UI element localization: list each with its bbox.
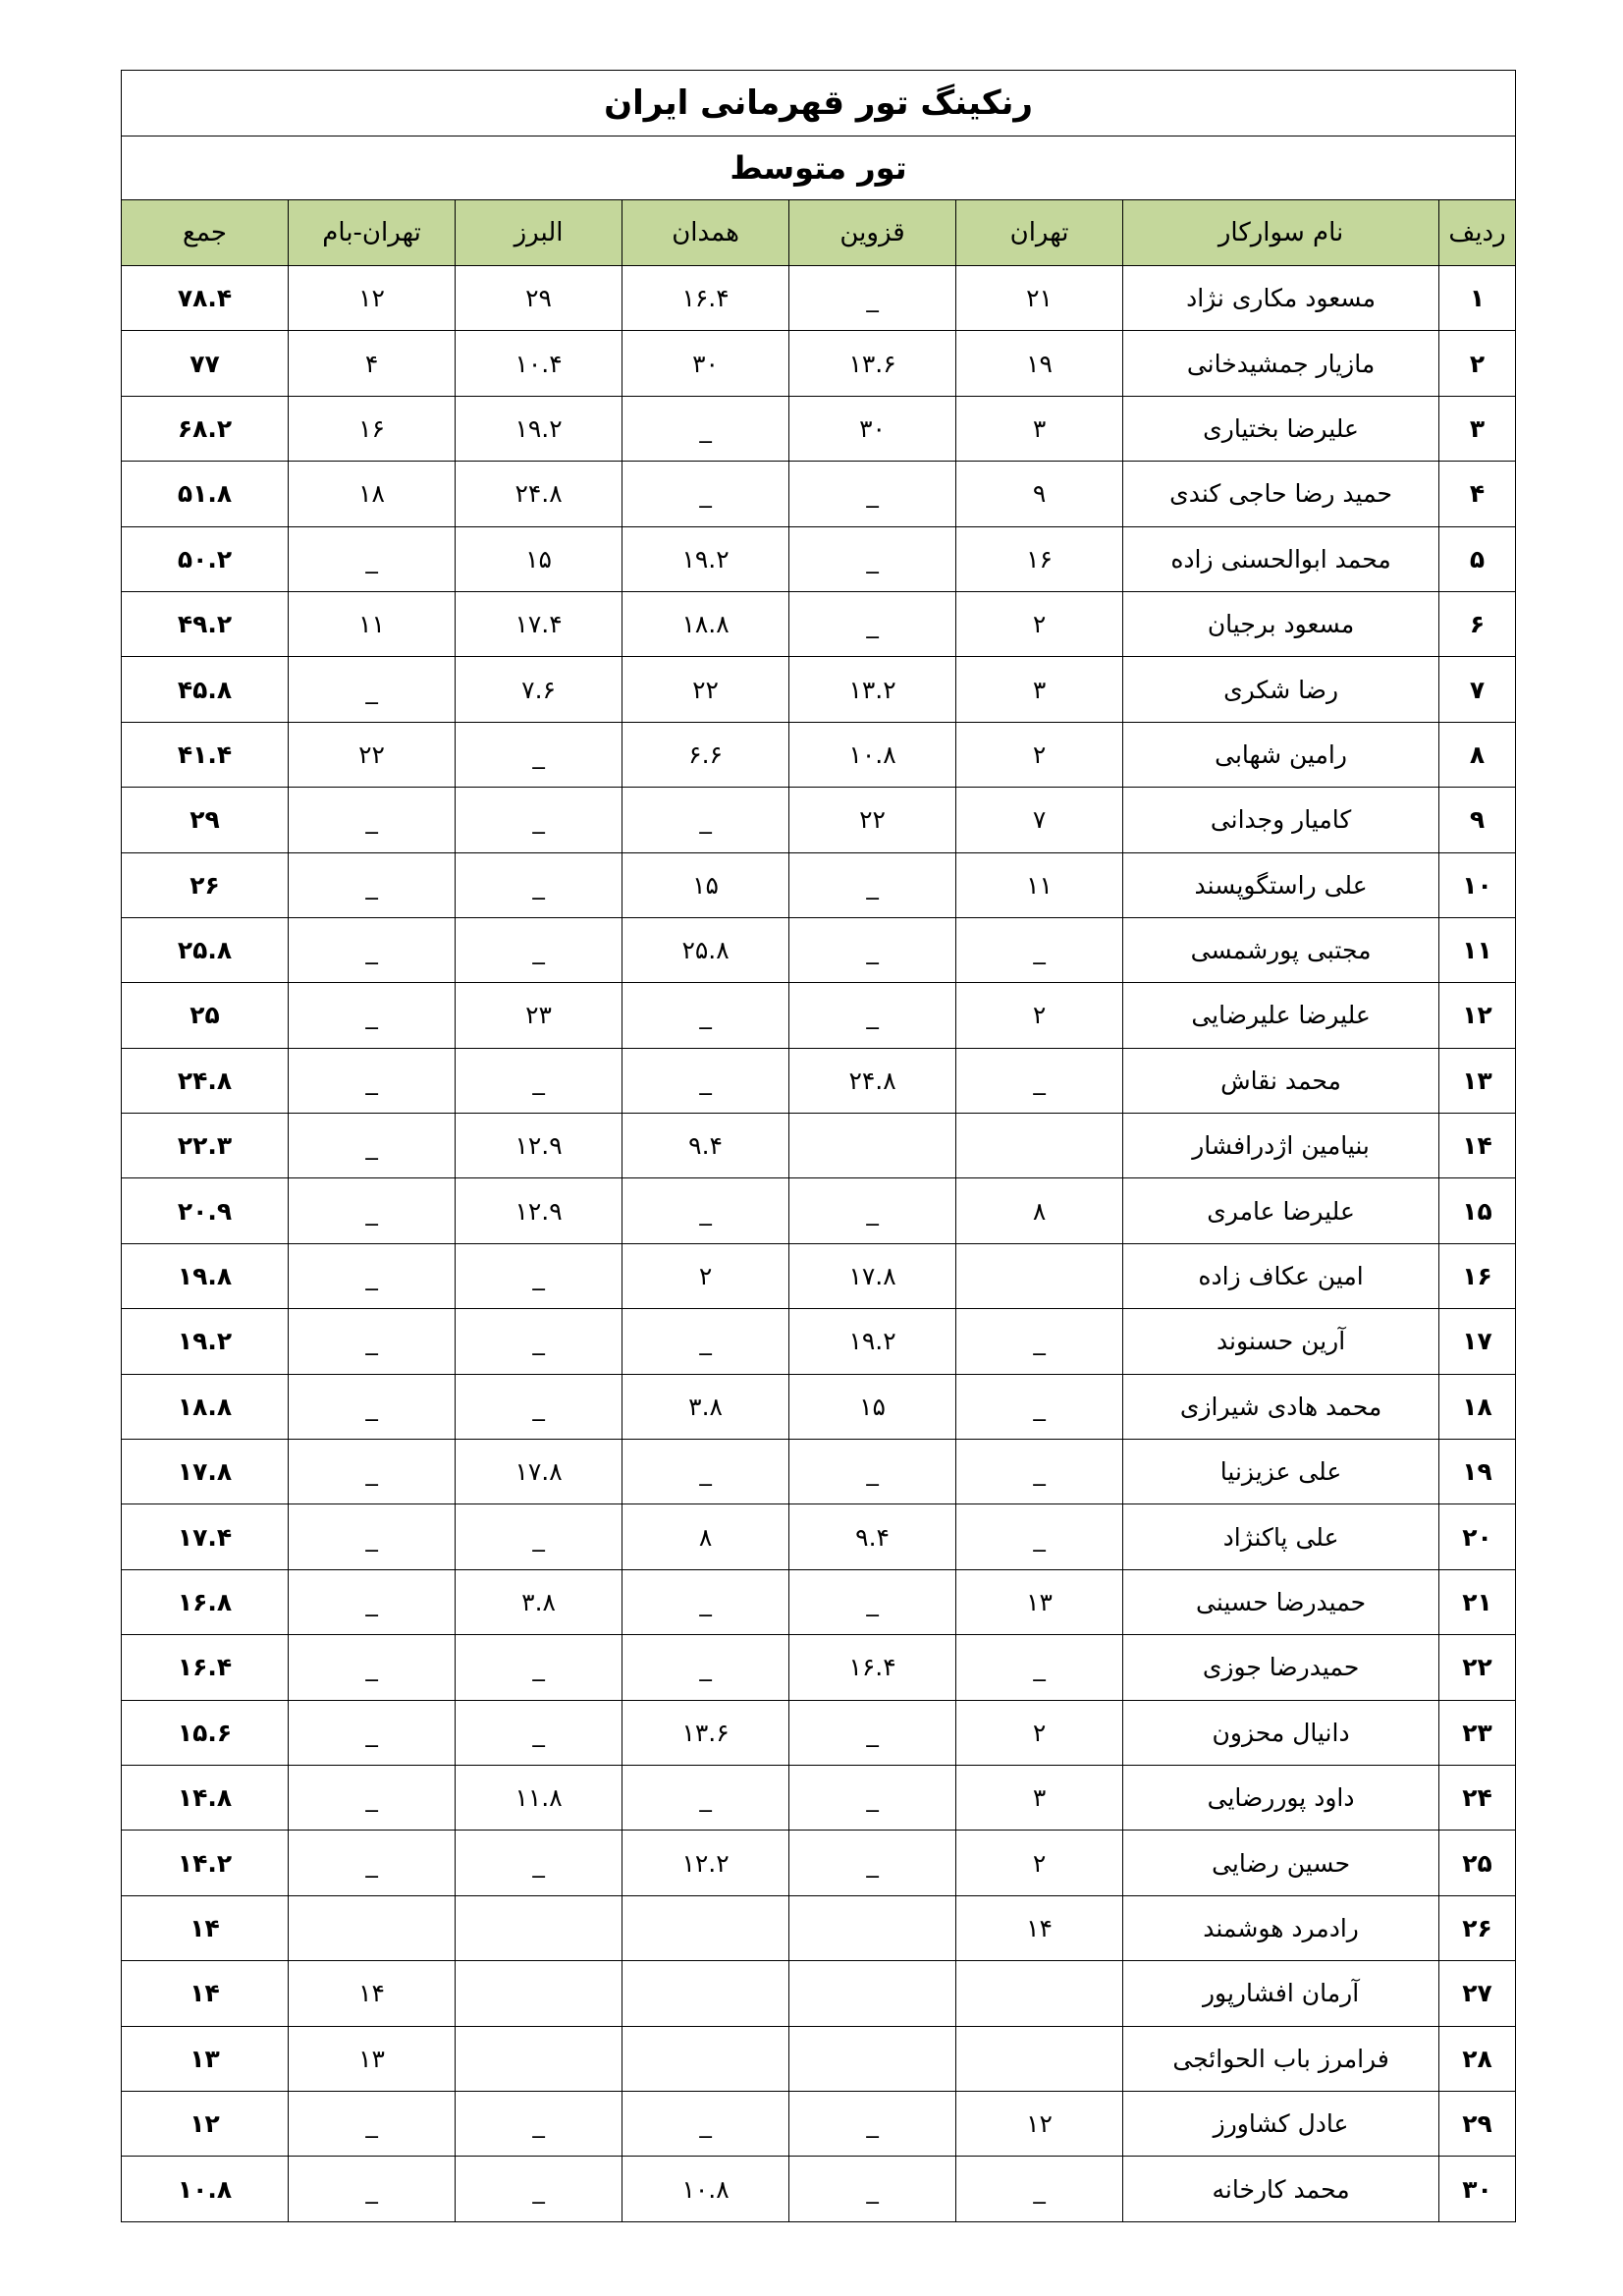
alborz-cell: ۱۱.۸	[456, 1765, 622, 1830]
total-cell: ۷۷	[122, 331, 289, 396]
tehran-bam-cell: _	[289, 1440, 456, 1504]
tehran-cell: ۲	[956, 591, 1123, 656]
tehran-bam-cell: ۱۴	[289, 1961, 456, 2026]
rank-cell: ۱۰	[1439, 852, 1516, 917]
hamedan-cell: _	[622, 1440, 789, 1504]
tehran-bam-cell: ۱۳	[289, 2026, 456, 2091]
tehran-bam-cell: _	[289, 2091, 456, 2156]
tehran-bam-cell: ۱۶	[289, 396, 456, 461]
rider-name-cell: حمیدرضا جوزی	[1123, 1635, 1439, 1700]
hamedan-cell: ۸	[622, 1504, 789, 1569]
header-alborz: البرز	[456, 200, 622, 266]
rank-cell: ۹	[1439, 788, 1516, 852]
rider-name-cell: علی پاکنژاد	[1123, 1504, 1439, 1569]
hamedan-cell: ۱۰.۸	[622, 2157, 789, 2221]
qazvin-cell: ۹.۴	[789, 1504, 956, 1569]
qazvin-cell: ۳۰	[789, 396, 956, 461]
qazvin-cell: _	[789, 526, 956, 591]
rank-cell: ۱۹	[1439, 1440, 1516, 1504]
tehran-cell: ۲	[956, 983, 1123, 1048]
alborz-cell: _	[456, 788, 622, 852]
tehran-cell: ۲	[956, 722, 1123, 787]
rider-name-cell: بنیامین اژدرافشار	[1123, 1114, 1439, 1178]
header-qazvin: قزوین	[789, 200, 956, 266]
hamedan-cell: _	[622, 1178, 789, 1243]
alborz-cell: _	[456, 1243, 622, 1308]
tehran-bam-cell: _	[289, 983, 456, 1048]
total-cell: ۱۹.۲	[122, 1309, 289, 1374]
qazvin-cell: _	[789, 1765, 956, 1830]
rank-cell: ۲۵	[1439, 1831, 1516, 1895]
hamedan-cell: ۹.۴	[622, 1114, 789, 1178]
total-cell: ۴۹.۲	[122, 591, 289, 656]
tehran-bam-cell: _	[289, 1831, 456, 1895]
qazvin-cell	[789, 1961, 956, 2026]
tehran-bam-cell: _	[289, 526, 456, 591]
rider-name-cell: محمد هادی شیرازی	[1123, 1374, 1439, 1439]
rider-name-cell: رضا شکری	[1123, 657, 1439, 722]
ranking-table	[121, 70, 1516, 2222]
tehran-cell: ۷	[956, 788, 1123, 852]
rank-cell: ۲۶	[1439, 1895, 1516, 1960]
tehran-cell: ۸	[956, 1178, 1123, 1243]
hamedan-cell: ۶.۶	[622, 722, 789, 787]
table-row	[122, 266, 1516, 331]
hamedan-cell: ۱۵	[622, 852, 789, 917]
total-cell: ۴۵.۸	[122, 657, 289, 722]
rank-cell: ۲۸	[1439, 2026, 1516, 2091]
alborz-cell: _	[456, 2157, 622, 2221]
rider-name-cell: علیرضا بختیاری	[1123, 396, 1439, 461]
total-cell: ۱۴.۸	[122, 1765, 289, 1830]
table-row	[122, 462, 1516, 526]
rank-cell: ۱۶	[1439, 1243, 1516, 1308]
table-row	[122, 1961, 1516, 2026]
table-row	[122, 396, 1516, 461]
total-cell: ۲۲.۳	[122, 1114, 289, 1178]
rider-name-cell: رادمرد هوشمند	[1123, 1895, 1439, 1960]
table-row	[122, 1048, 1516, 1113]
table-row	[122, 1635, 1516, 1700]
rank-cell: ۱۷	[1439, 1309, 1516, 1374]
tehran-cell: ۱۴	[956, 1895, 1123, 1960]
alborz-cell: ۲۳	[456, 983, 622, 1048]
rider-name-cell: حسین رضایی	[1123, 1831, 1439, 1895]
header-rider-name: نام سوارکار	[1123, 200, 1439, 266]
rank-cell: ۲۳	[1439, 1700, 1516, 1765]
rank-cell: ۲۲	[1439, 1635, 1516, 1700]
page-subtitle: تور متوسط	[122, 137, 1516, 200]
rider-name-cell: مسعود مکاری نژاد	[1123, 266, 1439, 331]
alborz-cell: _	[456, 722, 622, 787]
table-row	[122, 331, 1516, 396]
header-rank: ردیف	[1439, 200, 1516, 266]
table-row	[122, 917, 1516, 982]
alborz-cell: _	[456, 1635, 622, 1700]
hamedan-cell: ۱۳.۶	[622, 1700, 789, 1765]
hamedan-cell: ۳.۸	[622, 1374, 789, 1439]
alborz-cell: _	[456, 1374, 622, 1439]
tehran-bam-cell: _	[289, 1114, 456, 1178]
rider-name-cell: عادل کشاورز	[1123, 2091, 1439, 2156]
qazvin-cell: ۲۴.۸	[789, 1048, 956, 1113]
header-tehran-bam: تهران-بام	[289, 200, 456, 266]
qazvin-cell: ۱۰.۸	[789, 722, 956, 787]
hamedan-cell: ۲۲	[622, 657, 789, 722]
rank-cell: ۲۹	[1439, 2091, 1516, 2156]
qazvin-cell: _	[789, 1178, 956, 1243]
alborz-cell: _	[456, 1309, 622, 1374]
total-cell: ۲۵.۸	[122, 917, 289, 982]
tehran-bam-cell: _	[289, 1048, 456, 1113]
rank-cell: ۲۴	[1439, 1765, 1516, 1830]
qazvin-cell	[789, 2026, 956, 2091]
rank-cell: ۲۷	[1439, 1961, 1516, 2026]
rider-name-cell: علیرضا علیرضایی	[1123, 983, 1439, 1048]
tehran-bam-cell: ۲۲	[289, 722, 456, 787]
qazvin-cell	[789, 1895, 956, 1960]
tehran-cell: ۱۱	[956, 852, 1123, 917]
table-row	[122, 2091, 1516, 2156]
rank-cell: ۷	[1439, 657, 1516, 722]
alborz-cell: _	[456, 1048, 622, 1113]
alborz-cell: ۲۹	[456, 266, 622, 331]
rank-cell: ۵	[1439, 526, 1516, 591]
total-cell: ۱۹.۸	[122, 1243, 289, 1308]
tehran-bam-cell: _	[289, 2157, 456, 2221]
tehran-bam-cell: _	[289, 788, 456, 852]
alborz-cell: _	[456, 1831, 622, 1895]
table-row	[122, 788, 1516, 852]
alborz-cell: ۱۷.۴	[456, 591, 622, 656]
table-row	[122, 1569, 1516, 1634]
tehran-cell: ۱۲	[956, 2091, 1123, 2156]
tehran-cell: _	[956, 1440, 1123, 1504]
alborz-cell: ۱۰.۴	[456, 331, 622, 396]
total-cell: ۲۹	[122, 788, 289, 852]
rider-name-cell: مجتبی پورشمسی	[1123, 917, 1439, 982]
header-hamedan: همدان	[622, 200, 789, 266]
hamedan-cell: _	[622, 1635, 789, 1700]
total-cell: ۱۷.۸	[122, 1440, 289, 1504]
tehran-cell: ۱۹	[956, 331, 1123, 396]
total-cell: ۱۷.۴	[122, 1504, 289, 1569]
table-row	[122, 1440, 1516, 1504]
tehran-cell: ۲۱	[956, 266, 1123, 331]
qazvin-cell: _	[789, 917, 956, 982]
rank-cell: ۱۱	[1439, 917, 1516, 982]
hamedan-cell: _	[622, 1765, 789, 1830]
rider-name-cell: محمد ابوالحسنی زاده	[1123, 526, 1439, 591]
table-row	[122, 591, 1516, 656]
rider-name-cell: حمیدرضا حسینی	[1123, 1569, 1439, 1634]
alborz-cell: ۱۵	[456, 526, 622, 591]
rider-name-cell: علی عزیزنیا	[1123, 1440, 1439, 1504]
tehran-cell: ۳	[956, 1765, 1123, 1830]
table-row	[122, 1178, 1516, 1243]
tehran-cell: ۱۳	[956, 1569, 1123, 1634]
total-cell: ۲۵	[122, 983, 289, 1048]
rider-name-cell: علیرضا عامری	[1123, 1178, 1439, 1243]
hamedan-cell: _	[622, 1309, 789, 1374]
table-row	[122, 1765, 1516, 1830]
rank-cell: ۱۲	[1439, 983, 1516, 1048]
tehran-bam-cell	[289, 1895, 456, 1960]
rider-name-cell: آرمان افشارپور	[1123, 1961, 1439, 2026]
tehran-bam-cell: _	[289, 852, 456, 917]
rank-cell: ۱۴	[1439, 1114, 1516, 1178]
hamedan-cell	[622, 2026, 789, 2091]
tehran-bam-cell: _	[289, 917, 456, 982]
rider-name-cell: دانیال محزون	[1123, 1700, 1439, 1765]
alborz-cell: ۱۲.۹	[456, 1114, 622, 1178]
total-cell: ۱۲	[122, 2091, 289, 2156]
tehran-cell	[956, 2026, 1123, 2091]
rider-name-cell: کامیار وجدانی	[1123, 788, 1439, 852]
rank-cell: ۸	[1439, 722, 1516, 787]
total-cell: ۱۰.۸	[122, 2157, 289, 2221]
hamedan-cell: ۱۸.۸	[622, 591, 789, 656]
rank-cell: ۴	[1439, 462, 1516, 526]
tehran-bam-cell: _	[289, 1178, 456, 1243]
total-cell: ۵۱.۸	[122, 462, 289, 526]
hamedan-cell	[622, 1961, 789, 2026]
total-cell: ۴۱.۴	[122, 722, 289, 787]
hamedan-cell: _	[622, 462, 789, 526]
qazvin-cell: ۱۵	[789, 1374, 956, 1439]
table-row	[122, 1374, 1516, 1439]
rank-cell: ۱۵	[1439, 1178, 1516, 1243]
qazvin-cell: ۱۶.۴	[789, 1635, 956, 1700]
qazvin-cell: _	[789, 2091, 956, 2156]
alborz-cell: ۷.۶	[456, 657, 622, 722]
tehran-cell: _	[956, 1048, 1123, 1113]
table-row	[122, 852, 1516, 917]
total-cell: ۲۴.۸	[122, 1048, 289, 1113]
table-row	[122, 1700, 1516, 1765]
rank-cell: ۳۰	[1439, 2157, 1516, 2221]
qazvin-cell: _	[789, 852, 956, 917]
qazvin-cell: _	[789, 1569, 956, 1634]
table-row	[122, 1831, 1516, 1895]
rider-name-cell: حمید رضا حاجی کندی	[1123, 462, 1439, 526]
table-row	[122, 2026, 1516, 2091]
qazvin-cell: ۲۲	[789, 788, 956, 852]
tehran-cell: _	[956, 1309, 1123, 1374]
alborz-cell: _	[456, 1700, 622, 1765]
total-cell: ۱۳	[122, 2026, 289, 2091]
tehran-cell	[956, 1243, 1123, 1308]
header-tehran: تهران	[956, 200, 1123, 266]
total-cell: ۱۸.۸	[122, 1374, 289, 1439]
rank-cell: ۲۰	[1439, 1504, 1516, 1569]
total-cell: ۲۰.۹	[122, 1178, 289, 1243]
table-row	[122, 526, 1516, 591]
total-cell: ۵۰.۲	[122, 526, 289, 591]
tehran-cell: _	[956, 2157, 1123, 2221]
tehran-cell: ۳	[956, 396, 1123, 461]
page-title: رنکینگ تور قهرمانی ایران	[122, 71, 1516, 137]
table-row	[122, 1243, 1516, 1308]
tehran-cell	[956, 1961, 1123, 2026]
hamedan-cell: _	[622, 1569, 789, 1634]
alborz-cell: _	[456, 2091, 622, 2156]
rider-name-cell: داود پوررضایی	[1123, 1765, 1439, 1830]
total-cell: ۱۶.۴	[122, 1635, 289, 1700]
table-row	[122, 1309, 1516, 1374]
tehran-cell: ۲	[956, 1831, 1123, 1895]
rider-name-cell: محمد کارخانه	[1123, 2157, 1439, 2221]
rider-name-cell: آرین حسنوند	[1123, 1309, 1439, 1374]
hamedan-cell: _	[622, 396, 789, 461]
total-cell: ۶۸.۲	[122, 396, 289, 461]
tehran-bam-cell: _	[289, 1569, 456, 1634]
total-cell: ۷۸.۴	[122, 266, 289, 331]
tehran-cell: ۲	[956, 1700, 1123, 1765]
rider-name-cell: فرامرز باب الحوائجی	[1123, 2026, 1439, 2091]
qazvin-cell: _	[789, 2157, 956, 2221]
rider-name-cell: محمد نقاش	[1123, 1048, 1439, 1113]
tehran-bam-cell: _	[289, 1243, 456, 1308]
qazvin-cell: _	[789, 462, 956, 526]
hamedan-cell: _	[622, 2091, 789, 2156]
qazvin-cell: ۱۹.۲	[789, 1309, 956, 1374]
tehran-bam-cell: _	[289, 1700, 456, 1765]
qazvin-cell: ۱۷.۸	[789, 1243, 956, 1308]
table-header-row	[122, 200, 1516, 266]
tehran-bam-cell: _	[289, 657, 456, 722]
rider-name-cell: امین عکاف زاده	[1123, 1243, 1439, 1308]
alborz-cell: ۳.۸	[456, 1569, 622, 1634]
table-row	[122, 2157, 1516, 2221]
tehran-bam-cell: ۱۲	[289, 266, 456, 331]
qazvin-cell: _	[789, 1700, 956, 1765]
table-row	[122, 1504, 1516, 1569]
rank-cell: ۱	[1439, 266, 1516, 331]
tehran-cell: ۳	[956, 657, 1123, 722]
rider-name-cell: مسعود برجیان	[1123, 591, 1439, 656]
alborz-cell: ۱۷.۸	[456, 1440, 622, 1504]
total-cell: ۱۶.۸	[122, 1569, 289, 1634]
hamedan-cell: _	[622, 788, 789, 852]
header-total: جمع	[122, 200, 289, 266]
table-row	[122, 983, 1516, 1048]
qazvin-cell: ۱۳.۶	[789, 331, 956, 396]
tehran-bam-cell: _	[289, 1309, 456, 1374]
total-cell: ۱۴	[122, 1961, 289, 2026]
rider-name-cell: رامین شهابی	[1123, 722, 1439, 787]
table-row	[122, 1114, 1516, 1178]
qazvin-cell: _	[789, 1831, 956, 1895]
hamedan-cell: ۳۰	[622, 331, 789, 396]
rank-cell: ۲	[1439, 331, 1516, 396]
hamedan-cell: ۱۲.۲	[622, 1831, 789, 1895]
qazvin-cell: _	[789, 591, 956, 656]
rank-cell: ۱۳	[1439, 1048, 1516, 1113]
hamedan-cell: ۱۹.۲	[622, 526, 789, 591]
qazvin-cell	[789, 1114, 956, 1178]
table-body	[122, 266, 1516, 2222]
table-row	[122, 1895, 1516, 1960]
tehran-cell: _	[956, 917, 1123, 982]
tehran-cell: _	[956, 1374, 1123, 1439]
tehran-bam-cell: _	[289, 1765, 456, 1830]
tehran-bam-cell: ۱۸	[289, 462, 456, 526]
tehran-cell: ۹	[956, 462, 1123, 526]
hamedan-cell: _	[622, 983, 789, 1048]
hamedan-cell: ۱۶.۴	[622, 266, 789, 331]
tehran-bam-cell: _	[289, 1504, 456, 1569]
qazvin-cell: _	[789, 983, 956, 1048]
qazvin-cell: _	[789, 266, 956, 331]
qazvin-cell: ۱۳.۲	[789, 657, 956, 722]
alborz-cell: ۲۴.۸	[456, 462, 622, 526]
alborz-cell: _	[456, 917, 622, 982]
alborz-cell	[456, 2026, 622, 2091]
rank-cell: ۳	[1439, 396, 1516, 461]
tehran-bam-cell: ۱۱	[289, 591, 456, 656]
hamedan-cell: _	[622, 1048, 789, 1113]
rider-name-cell: مازیار جمشیدخانی	[1123, 331, 1439, 396]
hamedan-cell	[622, 1895, 789, 1960]
rank-cell: ۲۱	[1439, 1569, 1516, 1634]
alborz-cell	[456, 1895, 622, 1960]
total-cell: ۱۵.۶	[122, 1700, 289, 1765]
rider-name-cell: علی راستگوپسند	[1123, 852, 1439, 917]
alborz-cell: _	[456, 852, 622, 917]
qazvin-cell: _	[789, 1440, 956, 1504]
alborz-cell: _	[456, 1504, 622, 1569]
tehran-cell	[956, 1114, 1123, 1178]
tehran-cell: _	[956, 1635, 1123, 1700]
alborz-cell: ۱۹.۲	[456, 396, 622, 461]
table-row	[122, 722, 1516, 787]
tehran-cell: ۱۶	[956, 526, 1123, 591]
hamedan-cell: ۲	[622, 1243, 789, 1308]
rank-cell: ۶	[1439, 591, 1516, 656]
total-cell: ۲۶	[122, 852, 289, 917]
total-cell: ۱۴.۲	[122, 1831, 289, 1895]
tehran-cell: _	[956, 1504, 1123, 1569]
tehran-bam-cell: _	[289, 1635, 456, 1700]
hamedan-cell: ۲۵.۸	[622, 917, 789, 982]
rank-cell: ۱۸	[1439, 1374, 1516, 1439]
total-cell: ۱۴	[122, 1895, 289, 1960]
alborz-cell: ۱۲.۹	[456, 1178, 622, 1243]
table-row	[122, 657, 1516, 722]
tehran-bam-cell: ۴	[289, 331, 456, 396]
alborz-cell	[456, 1961, 622, 2026]
tehran-bam-cell: _	[289, 1374, 456, 1439]
